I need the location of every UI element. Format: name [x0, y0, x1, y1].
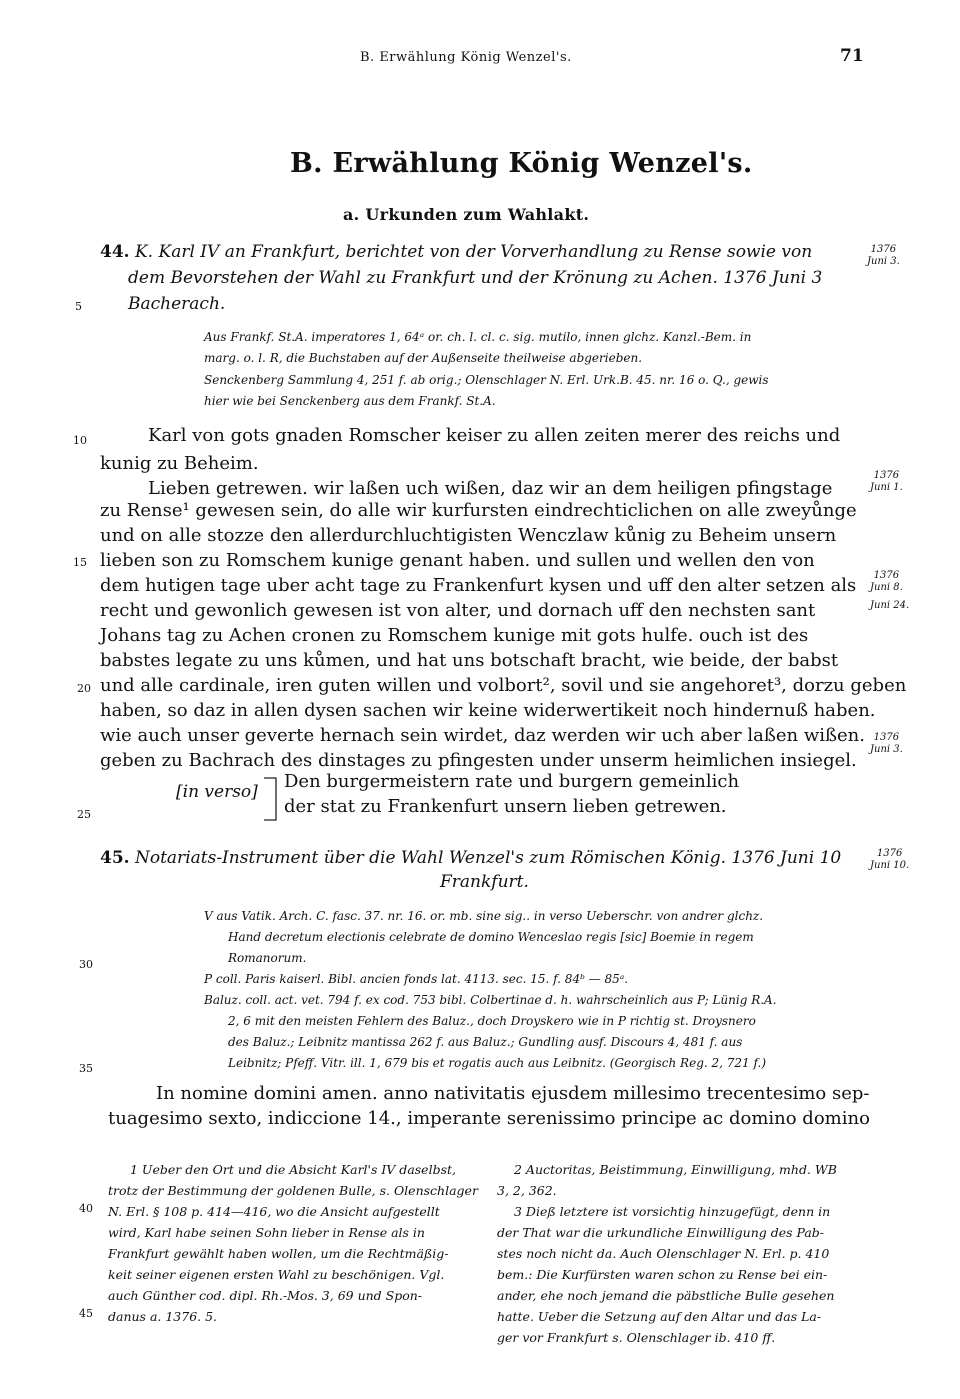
doc45-regest-line-1: 45. Notariats-Instrument über die Wahl Wenzel's zum Römischen König. 1376 Juni 10 [100, 848, 842, 868]
doc44-text-line: zu Rense¹ gewesen sein, do alle wir kurfursten eindrechticlichen on alle zweyůnge [100, 500, 857, 521]
line-number: 30 [79, 958, 93, 971]
doc45-source-line: des Baluz.; Leibnitz mantissa 262 f. aus Baluz.; Gundling ausf. Discours 4, 481 f. aus [228, 1035, 743, 1049]
doc44-text-line: und on alle stozze den allerdurchluchtigisten Wenczlaw kůnig zu Beheim unsern [100, 525, 837, 546]
doc44-text-line: und alle cardinale, iren guten willen und volbort², sovil und sie angehoret³, dorzu geben [100, 675, 907, 696]
page-number: 71 [840, 46, 864, 66]
doc44-text-line: kunig zu Beheim. [100, 453, 259, 474]
footnote-line: 3 Dieß letztere ist vorsichtig hinzugefügt, denn in [514, 1204, 831, 1219]
doc45-source-line: P coll. Paris kaiserl. Bibl. ancien fonds lat. 4113. sec. 15. f. 84ᵇ — 85ᵃ. [204, 972, 629, 986]
footnote-line: ander, ehe noch jemand die päbstliche Bulle gesehen [497, 1288, 835, 1303]
doc44-source-line: Aus Frankf. St.A. imperatores 1, 64ᵃ or. ch. l. cl. c. sig. mutilo, innen glchz. Kanzl.-Bem. in [204, 330, 752, 344]
footnote-line: trotz der Bestimmung der goldenen Bulle, s. Olenschlager [108, 1183, 478, 1198]
margin-date: 1376 Juni 3. [870, 732, 903, 755]
doc45-source-line: Hand decretum electionis celebrate de domino Wenceslao regis [sic] Boemie in regem [228, 930, 754, 944]
address-line: der stat zu Frankenfurt unsern lieben getrewen. [284, 796, 727, 817]
doc45-source-line: 2, 6 mit den meisten Fehlern des Baluz., doch Droyskero wie in P richtig st. Droysnero [228, 1014, 756, 1028]
footnote-line: stes noch nicht da. Auch Olenschlager N. Erl. p. 410 [497, 1246, 830, 1261]
doc44-text-line: Karl von gots gnaden Romscher keiser zu allen zeiten merer des reichs und [148, 425, 841, 446]
doc44-text-line: haben, so daz in allen dysen sachen wir keine widerwertikeit noch hindernuß haben. [100, 700, 876, 721]
footnote-line: auch Günther cod. dipl. Rh.-Mos. 3, 69 und Spon- [108, 1288, 423, 1303]
line-number: 35 [79, 1062, 93, 1075]
footnote-line: der That war die urkundliche Einwilligung des Pab- [497, 1225, 825, 1240]
line-number: 5 [75, 300, 82, 313]
running-title: B. Erwählung König Wenzel's. [360, 50, 572, 65]
footnote-line: Frankfurt gewählt haben wollen, um die Rechtmäßig- [108, 1246, 449, 1261]
doc44-text-line: Lieben getrewen. wir laßen uch wißen, daz wir an dem heiligen pfingstage [148, 478, 833, 499]
footnote-line: keit seiner eigenen ersten Wahl zu beschönigen. Vgl. [108, 1267, 445, 1282]
doc45-number: 45. [100, 848, 130, 868]
doc45-source-line: V aus Vatik. Arch. C. fasc. 37. nr. 16. or. mb. sine sig.. in verso Ueberschr. von andrer glchz. [204, 909, 764, 923]
footnote-line: 1 Ueber den Ort und die Absicht Karl's IV daselbst, [130, 1162, 456, 1177]
footnote-line: N. Erl. § 108 p. 414—416, wo die Ansicht aufgestellt [108, 1204, 440, 1219]
doc45-source-line: Leibnitz; Pfeff. Vitr. ill. 1, 679 bis et rogatis auch aus Leibnitz. (Georgisch Reg. 2, 721 f.) [228, 1056, 766, 1070]
doc44-regest-line-1: 44. K. Karl IV an Frankfurt, berichtet von der Vorverhandlung zu Rense sowie von [100, 242, 813, 262]
footnote-line: hatte. Ueber die Setzung auf den Altar und das La- [497, 1309, 822, 1324]
doc44-text-line: Johans tag zu Achen cronen zu Romschem kunige mit gots hulfe. ouch ist des [100, 625, 809, 646]
line-number: 20 [77, 682, 91, 695]
verso-label: [in verso] [176, 782, 258, 802]
footnote-line: ger vor Frankfurt s. Olenschlager ib. 410 ff. [497, 1330, 776, 1345]
doc45-margin-date: 1376 Juni 10. [870, 848, 910, 871]
doc44-source-line: Senckenberg Sammlung 4, 251 f. ab orig.; Olenschlager N. Erl. Urk.B. 45. nr. 16 o. Q., gewis [204, 373, 769, 387]
doc44-text-line: wie auch unser geverte hernach sein wirdet, daz werden wir uch aber laßen wißen. [100, 725, 865, 746]
footnote-line: 2 Auctoritas, Beistimmung, Einwilligung, mhd. WB [514, 1162, 837, 1177]
line-number: 40 [79, 1202, 93, 1215]
line-number: 15 [73, 556, 87, 569]
margin-date: Juni 24. [870, 600, 910, 611]
section-title: B. Erwählung König Wenzel's. [290, 148, 753, 179]
footnote-line: danus a. 1376. 5. [108, 1309, 218, 1324]
address-line: Den burgermeistern rate und burgern gemeinlich [284, 771, 740, 792]
margin-date: 1376 Juni 8. [870, 570, 903, 593]
line-number: 25 [77, 808, 91, 821]
doc44-text-line: dem hutigen tage uber acht tage zu Frankenfurt kysen und uff den alter setzen als [100, 575, 857, 596]
footnote-line: bem.: Die Kurfürsten waren schon zu Rense bei ein- [497, 1267, 828, 1282]
doc45-regest-line-2: Frankfurt. [440, 872, 529, 892]
doc44-text-line: recht und gewonlich gewesen ist von alter, und dornach uff den nechsten sant [100, 600, 816, 621]
doc45-source-line: Baluz. coll. act. vet. 794 f. ex cod. 753 bibl. Colbertinae d. h. wahrscheinlich aus P; Lünig R.A. [204, 993, 777, 1007]
doc45-source-line: Romanorum. [228, 951, 307, 965]
doc44-text-line: babstes legate zu uns kůmen, und hat uns botschaft bracht, wie beide, der babst [100, 650, 839, 671]
doc44-regest-line-3: Bacherach. [128, 294, 226, 314]
address-bracket [262, 776, 280, 822]
line-number: 10 [73, 434, 87, 447]
line-number: 45 [79, 1307, 93, 1320]
doc44-text-line: geben zu Bachrach des dinstages zu pfingesten under unserm heimlichen insiegel. [100, 750, 857, 771]
subsection-title: a. Urkunden zum Wahlakt. [343, 205, 590, 224]
doc45-text-line: In nomine domini amen. anno nativitatis ejusdem millesimo trecentesimo sep- [156, 1083, 870, 1104]
doc44-text-line: lieben son zu Romschem kunige genant haben. und sullen und wellen den von [100, 550, 815, 571]
margin-date: 1376 Juni 1. [870, 470, 903, 493]
doc45-text-line: tuagesimo sexto, indiccione 14., imperante serenissimo principe ac domino domino [108, 1108, 870, 1129]
footnote-line: 3, 2, 362. [497, 1183, 557, 1198]
doc44-margin-date: 1376 Juni 3. [867, 244, 900, 267]
doc44-source-line: hier wie bei Senckenberg aus dem Frankf. St.A. [204, 394, 496, 408]
footnote-line: wird, Karl habe seinen Sohn lieber in Rense als in [108, 1225, 425, 1240]
doc44-source-line: marg. o. l. R, die Buchstaben auf der Außenseite theilweise abgerieben. [204, 351, 643, 365]
doc44-regest-line-2: dem Bevorstehen der Wahl zu Frankfurt und der Krönung zu Achen. 1376 Juni 3 [128, 268, 823, 288]
doc44-number: 44. [100, 242, 130, 262]
